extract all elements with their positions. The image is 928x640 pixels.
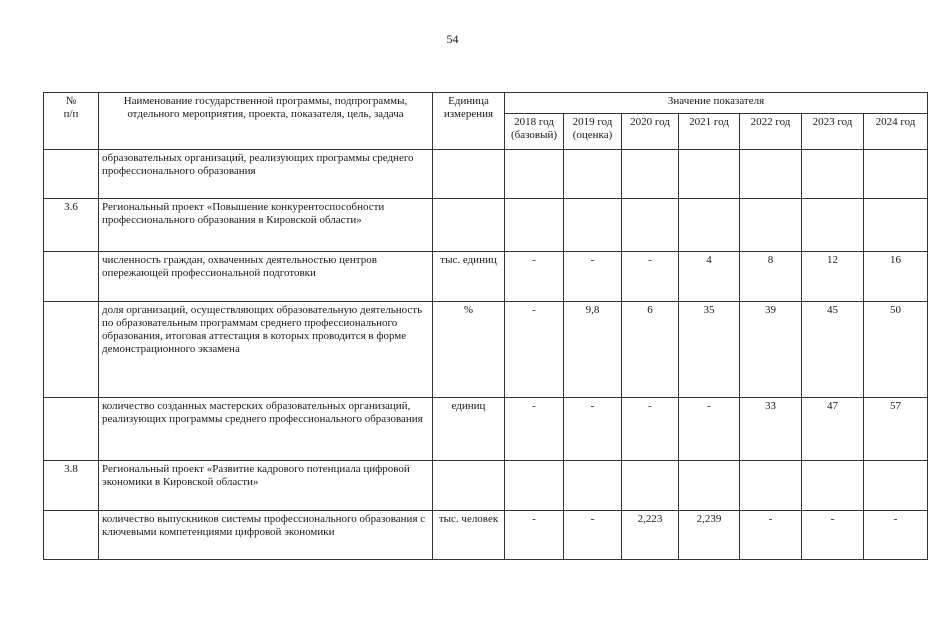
header-num: № п/п [44,93,99,150]
table-row [44,150,928,199]
row-value [864,199,928,252]
row-value [802,199,864,252]
row-number: 3.8 [44,461,99,511]
header-year: 2021 год [679,114,740,150]
row-name: численность граждан, охваченных деятельностью центров опережающей профессиональной подготовки [99,252,433,302]
row-value: - [505,302,564,398]
row-value [864,150,928,199]
row-value: 9,8 [564,302,622,398]
row-value: 39 [740,302,802,398]
row-value: - [564,398,622,461]
table-row [44,252,928,302]
row-unit: тыс. человек [433,511,505,560]
row-value: 2,223 [622,511,679,560]
row-name: количество выпускников системы профессионального образования с ключевыми компетенциями цифровой экономики [99,511,433,560]
row-value [564,150,622,199]
header-year: 2024 год [864,114,928,150]
row-value: - [740,511,802,560]
row-value: 33 [740,398,802,461]
row-value: - [564,511,622,560]
row-value [564,461,622,511]
page-number: 54 [446,32,459,46]
row-value: - [679,398,740,461]
row-value: - [864,511,928,560]
header-name: Наименование государственной программы, подпрограммы, отдельного мероприятия, проекта, показателя, цель, задача [99,93,433,150]
row-value [505,199,564,252]
row-value [802,150,864,199]
row-value: - [505,252,564,302]
row-value: - [564,252,622,302]
row-value [802,461,864,511]
row-value [864,461,928,511]
header-row-1 [44,93,928,114]
row-value: 35 [679,302,740,398]
table-row [44,199,928,252]
row-unit [433,461,505,511]
row-name: образовательных организаций, реализующих программы среднего профессионального образования [99,150,433,199]
row-value: - [505,511,564,560]
row-value [564,199,622,252]
row-value: 8 [740,252,802,302]
table-row [44,398,928,461]
row-unit: % [433,302,505,398]
row-value: - [622,398,679,461]
row-number [44,150,99,199]
row-name: доля организаций, осуществляющих образовательную деятельность по образовательным программам среднего профессионального образования, итоговая аттестация в которых проводится в форме демонстрационного экзамена [99,302,433,398]
row-value: 16 [864,252,928,302]
header-year: 2019 год (оценка) [564,114,622,150]
row-name: Региональный проект «Развитие кадрового потенциала цифровой экономики в Кировской области» [99,461,433,511]
table-row [44,511,928,560]
row-value [505,461,564,511]
header-year: 2020 год [622,114,679,150]
row-value: - [505,398,564,461]
row-unit [433,199,505,252]
row-value: - [622,252,679,302]
header-year: 2022 год [740,114,802,150]
row-unit [433,150,505,199]
row-value: 45 [802,302,864,398]
row-value [740,150,802,199]
row-value [505,150,564,199]
row-unit: единиц [433,398,505,461]
row-value: 57 [864,398,928,461]
row-value [740,461,802,511]
row-value: 12 [802,252,864,302]
row-unit: тыс. единиц [433,252,505,302]
row-value [679,461,740,511]
row-number [44,252,99,302]
row-value: 47 [802,398,864,461]
indicator-table [43,92,928,560]
header-unit: Единица измерения [433,93,505,150]
header-year: 2023 год [802,114,864,150]
row-value: 50 [864,302,928,398]
row-name: Региональный проект «Повышение конкурентоспособности профессионального образования в Кировской области» [99,199,433,252]
row-number [44,511,99,560]
row-value [679,199,740,252]
row-value [622,199,679,252]
row-number: 3.6 [44,199,99,252]
row-number [44,398,99,461]
row-value: 6 [622,302,679,398]
row-number [44,302,99,398]
row-value [679,150,740,199]
row-name: количество созданных мастерских образовательных организаций, реализующих программы среднего профессионального образования [99,398,433,461]
table-row [44,461,928,511]
row-value [740,199,802,252]
row-value: 2,239 [679,511,740,560]
row-value [622,150,679,199]
table-row [44,302,928,398]
header-year: 2018 год (базовый) [505,114,564,150]
row-value: 4 [679,252,740,302]
row-value: - [802,511,864,560]
header-values: Значение показателя [505,93,928,114]
row-value [622,461,679,511]
